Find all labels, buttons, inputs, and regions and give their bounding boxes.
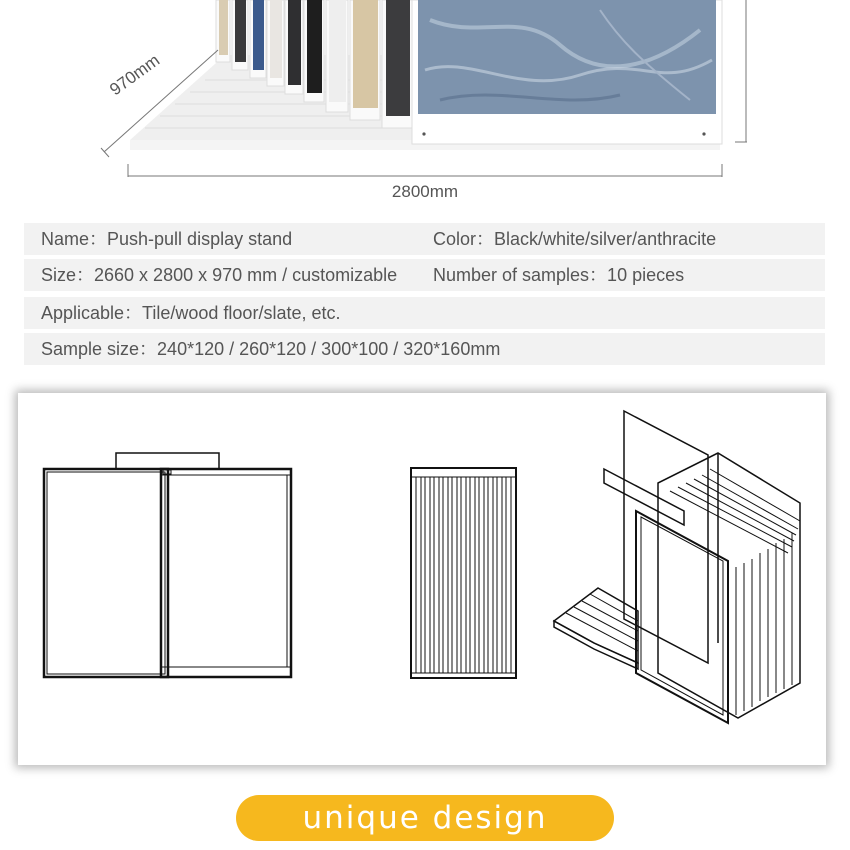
spec-row-name-color bbox=[24, 223, 825, 255]
depth-dimension-label: 970mm bbox=[106, 50, 164, 100]
spec-applicable: Applicable：Tile/wood floor/slate, etc. bbox=[41, 303, 341, 323]
spec-row-sample-size bbox=[24, 333, 825, 365]
spec-samples: Number of samples：10 pieces bbox=[433, 265, 685, 285]
spec-row-size-samples bbox=[24, 259, 825, 291]
spec-color: Color：Black/white/silver/anthracite bbox=[433, 229, 717, 249]
display-stand-render bbox=[0, 0, 850, 210]
isometric-view-drawing bbox=[554, 411, 800, 723]
spec-size: Size：2660 x 2800 x 970 mm / customizable bbox=[41, 265, 398, 285]
width-dimension-label: 2800mm bbox=[391, 182, 459, 201]
spec-name: Name：Push-pull display stand bbox=[41, 229, 293, 249]
spec-row-applicable bbox=[24, 297, 825, 329]
product-photo bbox=[0, 0, 850, 210]
front-view-drawing bbox=[44, 453, 291, 677]
side-view-drawing bbox=[411, 468, 516, 678]
spec-sample-size: Sample size：240*120 / 260*120 / 300*100 / 320*160mm bbox=[41, 339, 501, 359]
unique-design-banner: unique design bbox=[236, 795, 614, 841]
technical-drawings bbox=[18, 393, 826, 765]
technical-drawing-panel bbox=[18, 393, 826, 765]
